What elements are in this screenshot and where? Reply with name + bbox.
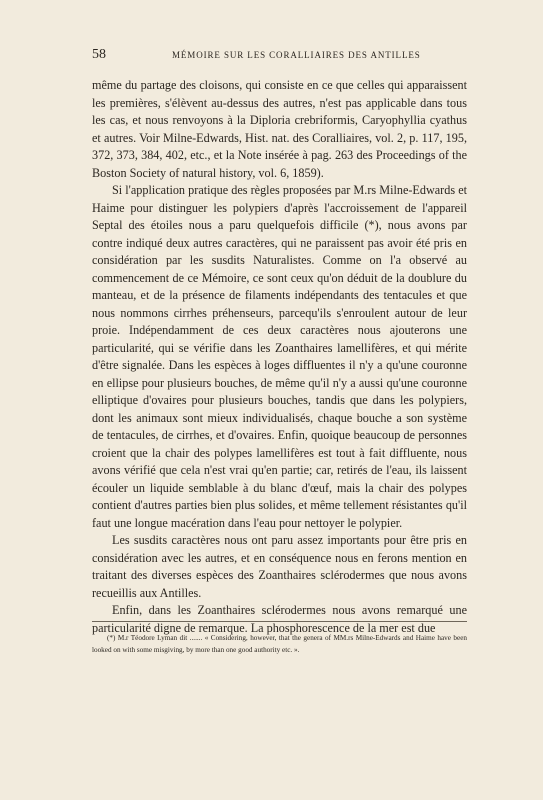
body-text (92, 77, 467, 637)
footnote (92, 632, 467, 656)
paragraph-1: même du partage des cloisons, qui consiste en ce que celles qui apparaissent les premières, s'élèvent au-dessus des autres, n'est pas applicable dans tous les cas, et nous renvoyons à la Diploria crebriformis, Caryophyllia cyathus et autres. Voir Milne-Edwards, Hist. nat. des Coralliaires, vol. 2, p. 117, 195, 372, 373, 384, 402, etc., et la Note insérée à pag. 263 des Proceedings of the Boston Society of natural history, vol. 6, 1859). (92, 78, 467, 180)
page-number: 58 (92, 47, 106, 62)
footnote-text: (*) M.r Téodore Lyman dit ....... « Considering, however, that the genera of MM.rs Milne-Edwards and Haime have been looked on with some misgiving, by more than one good authority etc. ». (92, 634, 467, 654)
footnote-rule (92, 621, 467, 622)
paragraph-2: Si l'application pratique des règles proposées par M.rs Milne-Edwards et Haime pour distinguer les polypiers d'après l'accroissement de l'appareil Septal des étoiles nous a paru quelquefois difficile (*), nous avons par contre indiqué deux autres caractères, qui ne paraissent pas avoir été pris en considération par les susdits Naturalistes. Comme on l'a observé au commencement de ce Mémoire, ce sont ceux qu'on déduit de la doublure du manteau, et de la présence de filaments indépendants des tentacules et que nous nommons cirrhes préhenseurs, parcequ'ils s'enroulent autour de leur proie. Indépendamment de ces deux caractères nous ajouterons une particularité, qui se vérifie dans les Zoanthaires lamellifères, et qui mérite d'être signalée. Dans les espèces à loges diffluentes il n'y a qu'une couronne en ellipse pour plusieurs bouches, de même qu'il n'y a aussi qu'une couronne elliptique d'ovaires pour plusieurs bouches, tandis que dans les polypiers, dont les animaux sont mieux individualisés, chaque bouche a son système de tentacules, de cirrhes, et d'ovaires. Enfin, quoique beaucoup de personnes croient que la chair des polypes lamellifères est tout à fait diffluente, nous avons vérifié que cela n'est vrai qu'en partie; car, retirés de l'eau, ils laissent écouler un liquide semblable à du blanc d'œuf, mais la chair des polypes contient d'autres parties bien plus solides, et même tellement résistantes qu'il faut une longue macération dans l'eau pour nettoyer le polypier. (92, 183, 467, 530)
paragraph-4: Enfin, dans les Zoanthaires sclérodermes nous avons remarqué une particularité digne de remarque. La phosphorescence de la mer est due (92, 603, 467, 635)
running-title: MÉMOIRE SUR LES CORALLIAIRES DES ANTILLES (172, 50, 421, 60)
paragraph-3: Les susdits caractères nous ont paru assez importants pour être pris en considération avec les autres, et en conséquence nous en ferons mention en traitant des diverses espèces des Zoanthaires sclérodermes que nous avons recueillis aux Antilles. (92, 533, 467, 600)
